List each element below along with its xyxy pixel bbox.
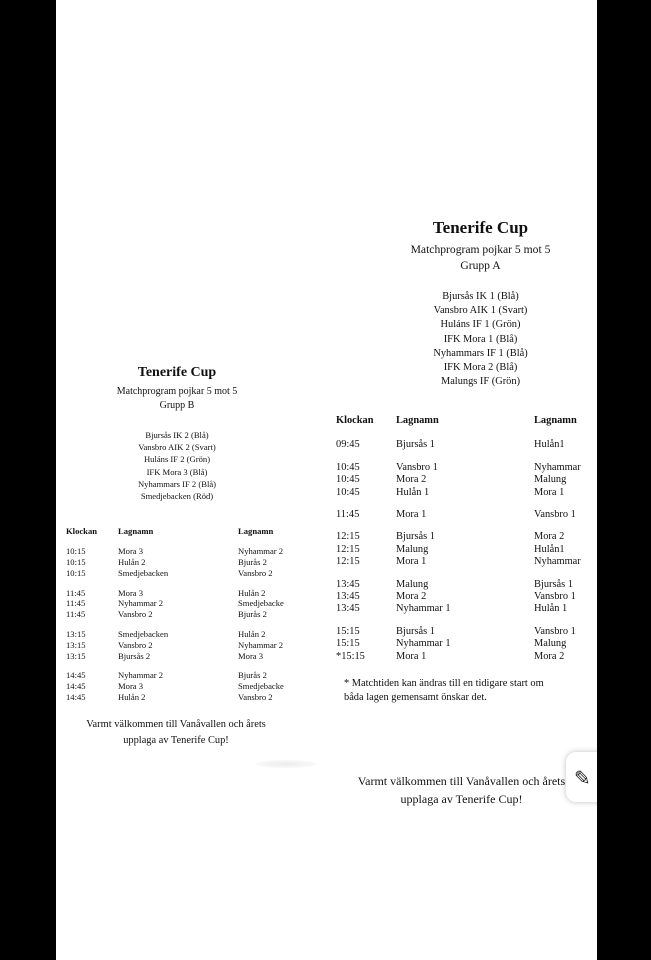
match-time: 13:15	[66, 629, 86, 639]
home-team: Malung	[396, 578, 429, 590]
block-gap	[334, 616, 597, 626]
away-team: Vansbro 2	[238, 567, 273, 578]
away-team: Smedjebacke	[238, 681, 284, 692]
team-name: Huláns IF 1 (Grön)	[440, 319, 521, 331]
header-away-team: Lagnamn	[238, 526, 274, 537]
schedule-group-b	[62, 365, 292, 703]
team-name: Bjursås IK 2 (Blå)	[145, 430, 209, 440]
match-time: 14:45	[66, 691, 86, 702]
footnote-line: båda lagen gemensamt önskar det.	[344, 691, 487, 703]
home-team: Hulån 1	[396, 486, 430, 498]
header-away-team: Lagnamn	[534, 415, 577, 427]
schedule-subtitle: Matchprogram pojkar 5 mot 5	[116, 386, 238, 397]
team-name: Vansbro AIK 2 (Svart)	[138, 442, 216, 453]
home-team: Nyhammar 1	[396, 603, 451, 615]
group-label: Grupp A	[460, 259, 501, 272]
team-name: IFK Mora 3 (Blå)	[146, 466, 208, 477]
welcome-line: upplaga av Tenerife Cup!	[400, 791, 523, 806]
table-row	[62, 609, 292, 620]
match-time: 14:45	[66, 670, 86, 681]
team-name: IFK Mora 1 (Blå)	[443, 333, 518, 345]
away-team: Vansbro 1	[534, 590, 576, 602]
table-row	[62, 598, 292, 609]
away-team: Malung	[534, 474, 567, 486]
match-time: 12:15	[336, 556, 360, 568]
away-team: Mora 2	[534, 531, 565, 543]
team-name: Huláns IF 2 (Grön)	[143, 454, 211, 465]
home-team: Malung	[396, 543, 429, 555]
group-label: Grupp B	[159, 400, 195, 411]
table-row	[334, 474, 597, 486]
home-team: Vansbro 2	[118, 609, 153, 620]
home-team: Mora 3	[118, 546, 144, 557]
header-time: Klockan	[336, 415, 374, 427]
away-team: Vansbro 2	[238, 691, 273, 702]
match-time: 13:15	[66, 650, 86, 661]
team-name: Vansbro AIK 1 (Svart)	[433, 305, 528, 317]
home-team: Mora 2	[396, 474, 427, 486]
team-name: IFK Mora 2 (Blå)	[443, 362, 518, 374]
home-team: Mora 3	[118, 587, 144, 598]
away-team: Hulån 2	[238, 587, 266, 598]
away-team: Bjurås 2	[238, 670, 267, 681]
match-time: 11:45	[66, 587, 86, 598]
home-team: Vansbro 1	[396, 461, 438, 473]
match-time: 11:45	[66, 598, 86, 609]
table-header	[334, 415, 597, 439]
match-time: 15:15	[336, 625, 360, 637]
home-team: Hulån 2	[118, 691, 146, 702]
match-time: 10:15	[66, 557, 86, 568]
match-time: 13:15	[66, 639, 86, 650]
right-black-border	[597, 0, 651, 960]
schedule-title: Tenerife Cup	[432, 218, 529, 237]
home-team: Mora 1	[396, 508, 427, 520]
away-team: Nyhammar 2	[238, 546, 284, 557]
table-row	[62, 629, 292, 640]
match-time: 10:15	[66, 546, 86, 557]
home-team: Hulån 2	[118, 557, 146, 568]
away-team: Nyhammar	[534, 556, 581, 568]
table-row	[334, 462, 597, 474]
page-fold-shadow	[256, 760, 316, 768]
welcome-line: upplaga av Tenerife Cup!	[123, 734, 229, 746]
away-team: Hulån1	[534, 439, 565, 451]
away-team: Hulån1	[534, 543, 565, 555]
table-row	[62, 692, 292, 703]
match-time: 11:45	[336, 508, 360, 520]
table-row	[62, 651, 292, 662]
match-time: 13:45	[336, 578, 360, 590]
document-page	[56, 0, 597, 960]
edit-button[interactable]	[566, 752, 597, 802]
table-row	[62, 568, 292, 579]
match-time: *15:15	[336, 650, 365, 662]
team-name: Nyhammars IF 1 (Blå)	[433, 347, 528, 359]
table-row	[334, 638, 597, 650]
away-team: Nyhammar 2	[238, 639, 284, 650]
header-home-team: Lagnamn	[396, 415, 439, 427]
table-row	[334, 544, 597, 556]
footnote	[344, 677, 597, 705]
block-gap	[62, 661, 292, 670]
table-row	[62, 588, 292, 599]
match-time: 13:45	[336, 590, 360, 602]
match-time: 11:45	[66, 609, 86, 620]
table-row	[334, 556, 597, 568]
table-row	[334, 439, 597, 451]
home-team: Bjursås 1	[396, 625, 435, 637]
header-time: Klockan	[66, 526, 98, 537]
team-name: Bjursås IK 1 (Blå)	[442, 291, 519, 302]
block-gap	[62, 620, 292, 629]
match-table	[334, 439, 597, 662]
away-team: Hulån 2	[238, 629, 266, 639]
welcome-message-a	[334, 773, 589, 808]
welcome-message-b	[70, 717, 282, 748]
match-time: 10:45	[336, 474, 360, 486]
table-row	[62, 546, 292, 557]
left-black-border	[0, 0, 56, 960]
home-team: Bjursås 1	[396, 439, 435, 451]
away-team: Hulån 1	[534, 603, 568, 615]
block-gap	[334, 521, 597, 531]
table-header	[62, 526, 292, 546]
home-team: Vansbro 2	[118, 639, 153, 650]
block-gap	[62, 579, 292, 588]
block-gap	[334, 499, 597, 509]
away-team: Bjurås 2	[238, 609, 267, 620]
table-row	[334, 509, 597, 521]
match-time: 10:45	[336, 486, 360, 498]
table-row	[62, 557, 292, 568]
match-time: 14:45	[66, 681, 86, 692]
home-team: Mora 1	[396, 556, 427, 568]
schedule-title: Tenerife Cup	[137, 365, 217, 380]
table-row	[62, 681, 292, 692]
home-team: Mora 3	[118, 681, 144, 692]
team-name: Malungs IF (Grön)	[440, 376, 521, 388]
table-row	[62, 670, 292, 681]
home-team: Nyhammar 2	[118, 670, 164, 681]
away-team: Mora 3	[238, 650, 264, 661]
match-time: 09:45	[336, 439, 360, 451]
match-time: 10:45	[336, 461, 360, 473]
away-team: Malung	[534, 638, 567, 650]
away-team: Vansbro 1	[534, 508, 576, 520]
table-row	[334, 487, 597, 499]
home-team: Mora 2	[396, 590, 427, 602]
table-row	[334, 531, 597, 543]
team-name: Smedjebacken (Röd)	[140, 491, 214, 502]
away-team: Mora 2	[534, 650, 565, 662]
home-team: Mora 1	[396, 650, 427, 662]
away-team: Nyhammar	[534, 461, 581, 473]
away-team: Mora 1	[534, 486, 565, 498]
match-time: 15:15	[336, 638, 360, 650]
team-list	[62, 429, 292, 502]
table-row	[334, 626, 597, 638]
match-time: 10:15	[66, 567, 86, 578]
match-time: 12:15	[336, 531, 360, 543]
home-team: Nyhammar 1	[396, 638, 451, 650]
edit-icon: ✎	[574, 766, 591, 790]
block-gap	[334, 569, 597, 579]
home-team: Bjursås 2	[118, 650, 151, 661]
welcome-line: Varmt välkommen till Vanåvallen och årets	[357, 774, 566, 788]
away-team: Bjursås 1	[534, 578, 573, 590]
away-team: Bjurås 2	[238, 557, 267, 568]
header-home-team: Lagnamn	[118, 526, 154, 537]
table-row	[334, 603, 597, 615]
home-team: Nyhammar 2	[118, 598, 164, 609]
footnote-line: * Matchtiden kan ändras till en tidigare start om	[344, 677, 544, 689]
home-team: Bjursås 1	[396, 531, 435, 543]
schedule-subtitle: Matchprogram pojkar 5 mot 5	[410, 243, 551, 256]
away-team: Smedjebacke	[238, 598, 284, 609]
match-table	[62, 546, 292, 703]
schedule-group-a	[334, 218, 597, 705]
welcome-line: Varmt välkommen till Vanåvallen och årets	[86, 719, 266, 730]
table-row	[334, 591, 597, 603]
table-row	[334, 579, 597, 591]
home-team: Smedjebacken	[118, 567, 169, 578]
team-name: Nyhammars IF 2 (Blå)	[137, 478, 217, 489]
table-row	[62, 640, 292, 651]
match-time: 12:15	[336, 543, 360, 555]
block-gap	[334, 452, 597, 462]
table-row	[334, 651, 597, 663]
team-list	[364, 290, 597, 389]
match-time: 13:45	[336, 603, 360, 615]
home-team: Smedjebacken	[118, 629, 169, 639]
away-team: Vansbro 1	[534, 625, 576, 637]
